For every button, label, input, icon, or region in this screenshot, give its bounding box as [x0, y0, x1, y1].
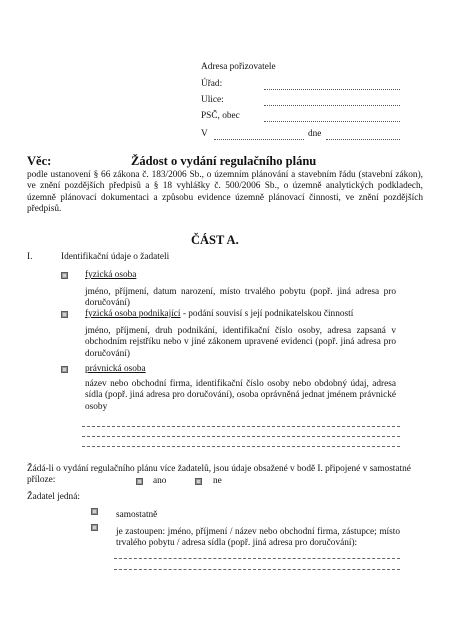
adresa-porizovatele-label: Adresa pořizovatele	[201, 62, 276, 72]
datum-field[interactable]	[326, 139, 400, 140]
fyzicka-osoba-podnikajici-note: - podání souvisí s její podnikatelskou činností	[180, 309, 354, 319]
section-number: I.	[27, 252, 33, 262]
psc-obec-label: PSČ, obec	[201, 111, 240, 121]
vec-label: Věc:	[27, 154, 52, 168]
samostatne-checkbox[interactable]	[91, 508, 98, 515]
dne-label: dne	[308, 129, 322, 139]
psc-obec-field[interactable]	[264, 121, 400, 122]
vice-zadatelu-ano-checkbox[interactable]	[136, 478, 143, 485]
misto-field[interactable]	[214, 139, 304, 140]
fyzicka-osoba-checkbox[interactable]	[61, 272, 68, 279]
vice-zadatelu-ne-label: ne	[213, 476, 222, 486]
zadatel-udaje-line-3[interactable]	[82, 446, 400, 447]
pravnicka-osoba-desc: název nebo obchodní firma, identifikační číslo osoby nebo obdobný údaj, adresa sídla (popř. jiná adresa pro doručování), osoba oprávněná jednat jménem právnické osoby	[85, 379, 396, 412]
pravnicka-osoba-label: právnická osoba	[85, 364, 146, 374]
urad-field[interactable]	[264, 89, 400, 90]
pravnicka-osoba-checkbox[interactable]	[61, 366, 68, 373]
ulice-field[interactable]	[264, 105, 400, 106]
samostatne-label: samostatně	[116, 510, 158, 520]
zastoupen-checkbox[interactable]	[91, 524, 98, 531]
vice-zadatelu-ano-label: ano	[153, 476, 167, 486]
zadatel-udaje-line-1[interactable]	[82, 426, 400, 427]
fyzicka-osoba-podnikajici-label: fyzická osoba podnikající	[85, 309, 181, 319]
part-a-heading: ČÁST A.	[191, 233, 239, 247]
section-title: Identifikační údaje o žadateli	[61, 252, 170, 262]
ulice-label: Ulice:	[201, 95, 224, 105]
zastupce-line-1[interactable]	[114, 558, 400, 559]
urad-label: Úřad:	[201, 79, 223, 89]
fyzicka-osoba-podnikajici-checkbox[interactable]	[61, 311, 68, 318]
zadatel-udaje-line-2[interactable]	[82, 436, 400, 437]
fyzicka-osoba-desc: jméno, příjmení, datum narození, místo trvalého pobytu (popř. jiná adresa pro doručování)	[85, 287, 396, 309]
zadatel-jedna-label: Žadatel jedná:	[27, 492, 80, 502]
fyzicka-osoba-podnikajici-row	[85, 309, 353, 320]
fyzicka-osoba-podnikajici-desc: jméno, příjmení, druh podnikání, identifikační číslo osoby, adresa zapsaná v obchodním rejstříku nebo v jiné zákonem upravené evidenci (popř. jiná adresa pro doručování)	[85, 326, 396, 359]
intro-paragraph: podle ustanovení § 66 zákona č. 183/2006 Sb., o územním plánování a stavebním řádu (stavební zákon), ve znění pozdějších předpisů a § 18 vyhlášky č. 500/2006 Sb., o územně analytických podkladech, územně plánovací dokumentaci a způsobu evidence územně plánovací činnosti, ve znění pozdějších předpisů.	[27, 170, 423, 215]
vice-zadatelu-ne-checkbox[interactable]	[195, 478, 202, 485]
zastupce-line-2[interactable]	[114, 569, 400, 570]
vice-zadatelu-question: Žádá-li o vydání regulačního plánu více žadatelů, jsou údaje obsažené v bodě I. připojené v samostatné příloze:	[27, 464, 411, 486]
zastoupen-label: je zastoupen: jméno, příjmení / název nebo obchodní firma, zástupce; místo trvalého pobytu / adresa sídla (popř. jiná adresa pro doručování):	[116, 527, 400, 549]
fyzicka-osoba-label: fyzická osoba	[85, 270, 137, 280]
v-label: V	[201, 129, 208, 139]
document-title: Žádost o vydání regulačního plánu	[131, 154, 317, 168]
